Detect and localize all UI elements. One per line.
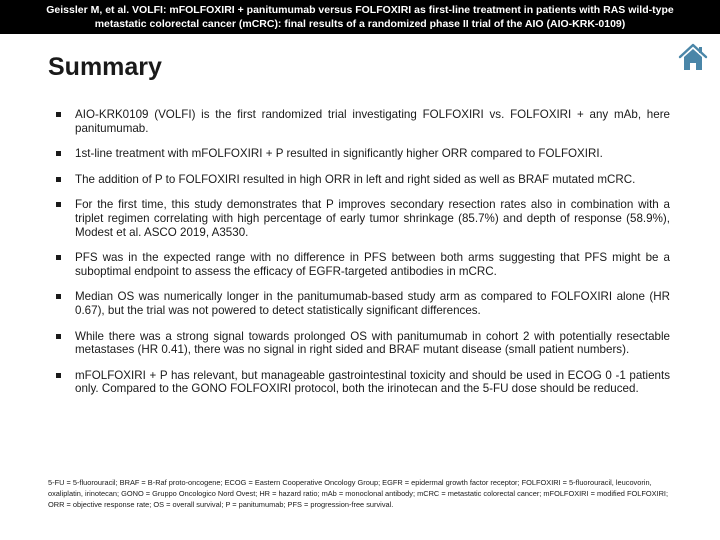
header-bar bbox=[0, 0, 720, 34]
list-item bbox=[56, 330, 670, 357]
bullet-marker bbox=[56, 373, 61, 378]
bullet-marker bbox=[56, 255, 61, 260]
bullet-text: The addition of P to FOLFOXIRI resulted in high ORR in left and right sided as well as BRAF mutated mCRC. bbox=[75, 172, 636, 186]
bullet-marker bbox=[56, 112, 61, 117]
bullet-marker bbox=[56, 177, 61, 182]
abbreviations-footnote: 5-FU = 5-fluorouracil; BRAF = B-Raf proto-oncogene; ECOG = Eastern Cooperative Oncology Group; EGFR = epidermal growth factor receptor; FOLFOXIRI = 5-fluorouracil, leucovorin, oxaliplatin, irinotecan; GONO = Gruppo Oncologico Nord Ovest; HR = hazard ratio; mAb = monoclonal antibody; mCRC = metastatic colorectal cancer; mFOLFOXIRI = modified FOLFOXIRI; ORR = objective response rate; OS = overall survival; P = panitumumab; PFS = progression-free survival. bbox=[48, 478, 669, 510]
list-item bbox=[56, 290, 670, 317]
list-item bbox=[56, 173, 670, 187]
list-item bbox=[56, 198, 670, 239]
list-item bbox=[56, 251, 670, 278]
bullet-text: While there was a strong signal towards prolonged OS with panitumumab in cohort 2 with potentially resectable metastases (HR 0.41), there was no signal in right sided and BRAF mutant disease (small patient numbers). bbox=[75, 329, 670, 357]
bullet-marker bbox=[56, 202, 61, 207]
bullet-marker bbox=[56, 294, 61, 299]
header-title-line-2: metastatic colorectal cancer (mCRC): final results of a randomized phase II trial of the AIO (AIO-KRK-0109) bbox=[94, 18, 626, 30]
bullet-text: mFOLFOXIRI + P has relevant, but manageable gastrointestinal toxicity and should be used in ECOG 0 -1 patients only. Compared to the GONO FOLFOXIRI protocol, both the irinotecan and the 5-FU dose should be reduced. bbox=[75, 368, 670, 396]
page-title: Summary bbox=[48, 53, 162, 81]
bullet-text: 1st-line treatment with mFOLFOXIRI + P resulted in significantly higher ORR compared to FOLFOXIRI. bbox=[75, 147, 603, 161]
list-item bbox=[56, 147, 670, 161]
bullet-marker bbox=[56, 151, 61, 156]
bullet-text: Median OS was numerically longer in the panitumumab-based study arm as compared to FOLFOXIRI alone (HR 0.67), but the trial was not powered to detect statistically significant differences. bbox=[75, 290, 670, 317]
header-title-line-1: Geissler M, et al. VOLFI: mFOLFOXIRI + panitumumab versus FOLFOXIRI as first-line treatment in patients with RAS wild-type bbox=[46, 4, 674, 16]
list-item bbox=[56, 369, 670, 396]
bullet-text: PFS was in the expected range with no difference in PFS between both arms suggesting that PFS might be a suboptimal endpoint to assess the efficacy of EGFR-targeted antibodies in mCRC. bbox=[75, 251, 670, 278]
summary-bullet-list bbox=[56, 108, 670, 408]
bullet-marker bbox=[56, 334, 61, 339]
list-item bbox=[56, 108, 670, 135]
home-icon[interactable] bbox=[676, 40, 710, 74]
bullet-text: AIO-KRK0109 (VOLFI) is the first randomized trial investigating FOLFOXIRI vs. FOLFOXIRI + any mAb, here panitumumab. bbox=[75, 108, 670, 135]
bullet-text: For the first time, this study demonstrates that P improves secondary resection rates also in combination with a triplet regimen correlating with high percentage of early tumor shrinkage (85.7%) and depth of response (58.9%), Modest et al. ASCO 2019, A3530. bbox=[75, 198, 670, 239]
